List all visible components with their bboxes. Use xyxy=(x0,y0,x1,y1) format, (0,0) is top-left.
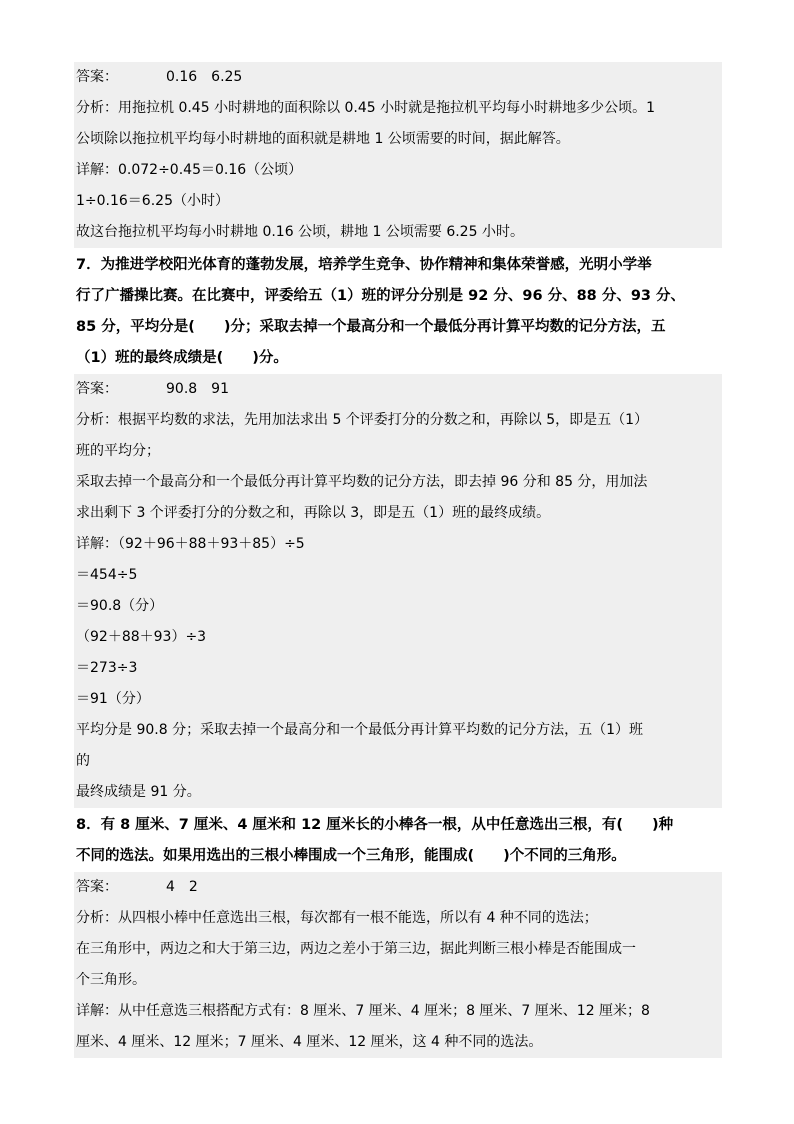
answer-line-6 xyxy=(74,62,722,93)
solution-line: ＝273÷3 xyxy=(74,653,722,684)
solution-line: 最终成绩是 91 分。 xyxy=(74,777,722,808)
solution-line: 详解：（92＋96＋88＋93＋85）÷5 xyxy=(74,529,722,560)
solution-line: 故这台拖拉机平均每小时耕地 0.16 公顷，耕地 1 公顷需要 6.25 小时。 xyxy=(74,217,722,248)
question-8-line: 8．有 8 厘米、7 厘米、4 厘米和 12 厘米长的小棒各一根，从中任意选出三根，有( )种 xyxy=(76,817,674,833)
answer-value: 90.8 xyxy=(166,381,198,397)
question-7-line: 85 分，平均分是( )分；采取去掉一个最高分和一个最低分再计算平均数的记分方法，五 xyxy=(76,319,666,335)
answer-value: 91 xyxy=(211,381,229,397)
analysis-line: 在三角形中，两边之和大于第三边，两边之差小于第三边，据此判断三根小棒是否能围成一 xyxy=(74,934,722,965)
solution-line: ＝454÷5 xyxy=(74,560,722,591)
question-7-line: （1）班的最终成绩是( )分。 xyxy=(76,350,288,366)
question-8-line: 不同的选法。如果用选出的三根小棒围成一个三角形，能围成( )个不同的三角形。 xyxy=(76,848,626,864)
solution-line: 厘米、4 厘米、12 厘米；7 厘米、4 厘米、12 厘米，这 4 种不同的选法。 xyxy=(74,1027,722,1058)
analysis-line: 分析：从四根小棒中任意选出三根，每次都有一根不能选，所以有 4 种不同的选法； xyxy=(74,903,722,934)
analysis-line: 分析：用拖拉机 0.45 小时耕地的面积除以 0.45 小时就是拖拉机平均每小时耕地多少公顷。1 xyxy=(74,93,722,124)
analysis-line: 班的平均分； xyxy=(74,436,722,467)
solution-line: ＝91（分） xyxy=(74,684,722,715)
analysis-line: 求出剩下 3 个评委打分的分数之和，再除以 3，即是五（1）班的最终成绩。 xyxy=(74,498,722,529)
solution-line: 1÷0.16＝6.25（小时） xyxy=(74,186,722,217)
answer-label: 答案： xyxy=(76,381,118,397)
analysis-line: 分析：根据平均数的求法，先用加法求出 5 个评委打分的分数之和，再除以 5，即是五（1） xyxy=(74,405,722,436)
solution-line: 详解：0.072÷0.45＝0.16（公顷） xyxy=(74,155,722,186)
answer-value: 6.25 xyxy=(211,69,243,85)
analysis-line: 个三角形。 xyxy=(74,965,722,996)
answer-value: 4 xyxy=(166,879,175,895)
answer-value: 0.16 xyxy=(166,69,198,85)
solution-line: 的 xyxy=(74,746,722,777)
solution-line: 平均分是 90.8 分；采取去掉一个最高分和一个最低分再计算平均数的记分方法，五（1）班 xyxy=(74,715,722,746)
question-7-line: 行了广播操比赛。在比赛中，评委给五（1）班的评分分别是 92 分、96 分、88 分、93 分、 xyxy=(76,288,686,304)
question-7-line: 7．为推进学校阳光体育的蓬勃发展，培养学生竞争、协作精神和集体荣誉感，光明小学举 xyxy=(76,257,652,273)
answer-label: 答案： xyxy=(76,879,118,895)
solution-line: 详解：从中任意选三根搭配方式有：8 厘米、7 厘米、4 厘米；8 厘米、7 厘米、12 厘米；8 xyxy=(74,996,722,1027)
analysis-line: 公顷除以拖拉机平均每小时耕地的面积就是耕地 1 公顷需要的时间，据此解答。 xyxy=(74,124,722,155)
answer-label: 答案： xyxy=(76,69,118,85)
answer-line-8 xyxy=(74,872,722,903)
solution-line: ＝90.8（分） xyxy=(74,591,722,622)
answer-value: 2 xyxy=(188,879,198,895)
analysis-line: 采取去掉一个最高分和一个最低分再计算平均数的记分方法，即去掉 96 分和 85 分，用加法 xyxy=(74,467,722,498)
answer-line-7 xyxy=(74,374,722,405)
solution-line: （92＋88＋93）÷3 xyxy=(74,622,722,653)
